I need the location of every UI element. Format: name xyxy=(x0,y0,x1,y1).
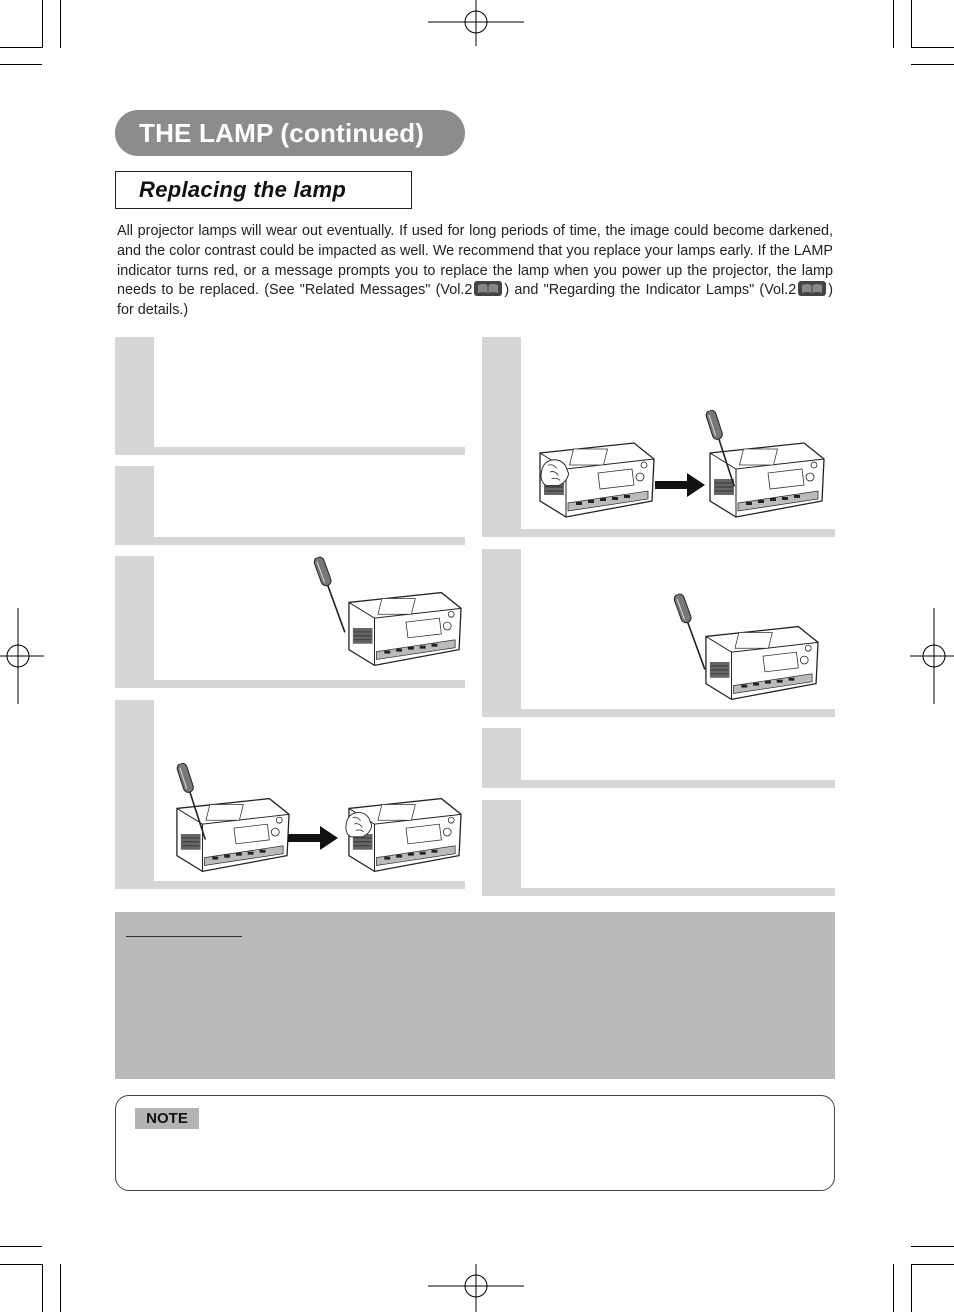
registration-mark xyxy=(428,0,524,46)
book-icon xyxy=(798,281,826,296)
step-divider xyxy=(521,529,835,537)
crop-mark xyxy=(911,64,954,65)
step-divider xyxy=(154,680,465,688)
book-icon xyxy=(474,281,502,296)
step-panel xyxy=(115,337,465,455)
subsection-title: Replacing the lamp xyxy=(139,177,347,202)
projector-icon xyxy=(702,621,820,703)
step-panel xyxy=(482,549,835,717)
step-divider xyxy=(154,881,465,889)
crop-mark xyxy=(893,0,894,48)
step-number-tab xyxy=(482,728,521,788)
crop-mark xyxy=(911,1264,954,1265)
step-panel xyxy=(482,728,835,788)
crop-mark xyxy=(60,1264,61,1312)
crop-mark xyxy=(0,47,42,48)
arrow-right-icon xyxy=(654,473,706,497)
crop-mark xyxy=(42,0,43,48)
step-number-tab xyxy=(482,800,521,896)
step-panel xyxy=(115,466,465,545)
step-number-tab xyxy=(482,337,521,537)
subsection-title-box xyxy=(115,171,412,209)
projector-icon xyxy=(345,586,463,670)
crop-mark xyxy=(0,1264,42,1265)
step-divider xyxy=(154,537,465,545)
step-number-tab xyxy=(115,466,154,545)
crop-mark xyxy=(60,0,61,48)
caution-panel xyxy=(115,912,835,1079)
intro-text-3: ) for details.) xyxy=(117,282,833,319)
step-number-tab xyxy=(115,337,154,455)
step-divider xyxy=(521,780,835,788)
registration-mark xyxy=(910,608,954,704)
crop-mark xyxy=(911,0,912,48)
crop-mark xyxy=(0,1246,42,1247)
step-number-tab xyxy=(115,700,154,889)
step-divider xyxy=(154,447,465,455)
crop-mark xyxy=(0,64,42,65)
section-title: THE LAMP (continued) xyxy=(139,117,425,148)
caution-heading-rule xyxy=(126,936,242,937)
note-box xyxy=(115,1095,835,1191)
crop-mark xyxy=(911,1264,912,1312)
step-panel xyxy=(482,800,835,896)
registration-mark xyxy=(0,608,44,704)
registration-mark xyxy=(428,1264,524,1312)
step-panel xyxy=(115,700,465,889)
crop-mark xyxy=(911,1246,954,1247)
intro-paragraph xyxy=(117,222,833,321)
crop-mark xyxy=(42,1264,43,1312)
crop-mark xyxy=(893,1264,894,1312)
arrow-right-icon xyxy=(287,826,339,850)
hand-icon xyxy=(538,455,572,489)
step-number-tab xyxy=(115,556,154,688)
step-panel xyxy=(115,556,465,688)
step-panel xyxy=(482,337,835,537)
note-label: NOTE xyxy=(135,1108,199,1129)
intro-text-1: All projector lamps will wear out eventually. If used for long periods of time, the image could become darkened, and the color contrast could be impacted as well. We recommend that you replace your lamps early. If the LAMP indicator turns red, or a message prompts you to replace the lamp when you power up the projector, the lamp needs to be replaced. (See "Related Messages" (Vol.2 xyxy=(117,223,833,299)
intro-text-2: ) and "Regarding the Indicator Lamps" (Vol.2 xyxy=(504,282,797,299)
crop-mark xyxy=(911,47,954,48)
step-divider xyxy=(521,709,835,717)
hand-icon xyxy=(343,808,375,840)
step-divider xyxy=(521,888,835,896)
section-title-banner xyxy=(115,110,465,156)
step-number-tab xyxy=(482,549,521,717)
